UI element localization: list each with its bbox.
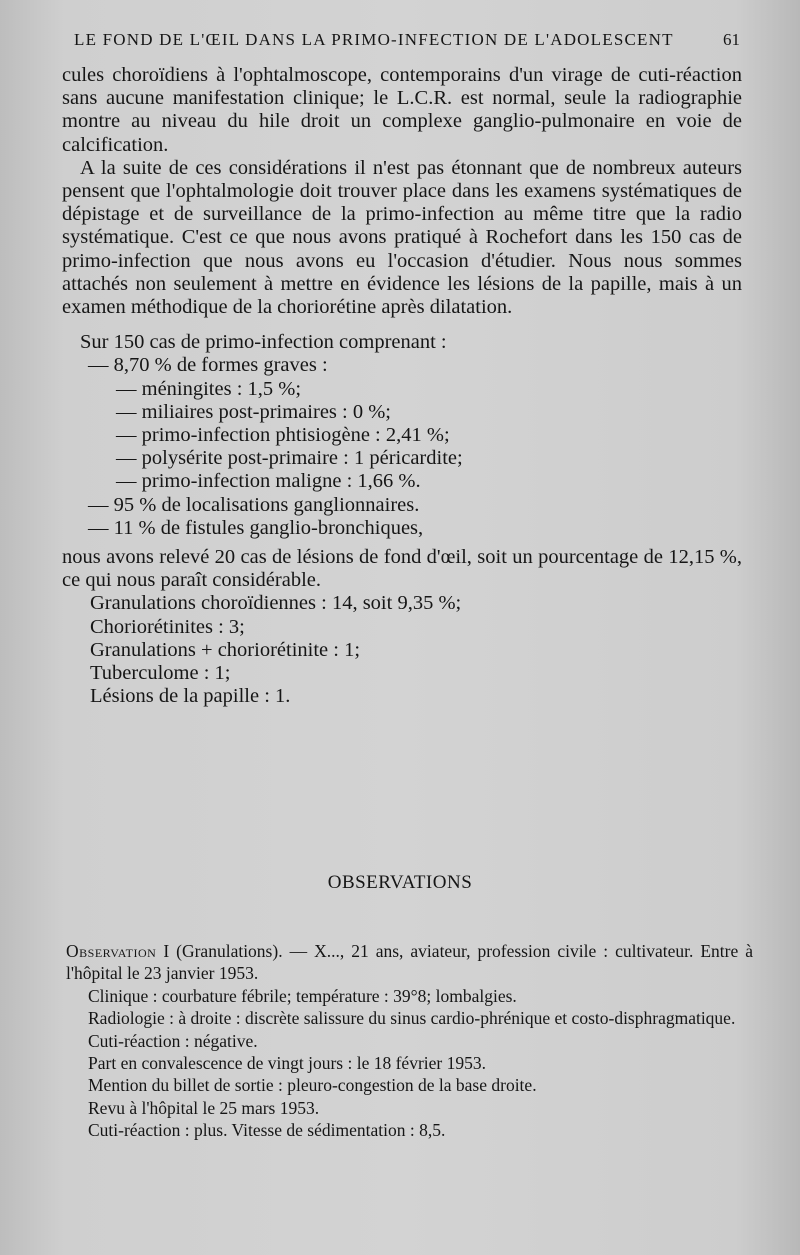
list-item: Choriorétinites : 3;	[90, 615, 245, 638]
list-item: Granulations choroïdiennes : 14, soit 9,35 %;	[90, 592, 462, 615]
list-item: Granulations + choriorétinite : 1;	[90, 638, 361, 661]
list-item: Tuberculome : 1;	[90, 662, 231, 685]
list-item: — primo-infection phtisiogène : 2,41 %;	[116, 424, 450, 447]
observation-line: Part en convalescence de vingt jours : le 18 février 1953.	[88, 1053, 486, 1074]
page-number: 61	[723, 30, 740, 49]
list-item: Lésions de la papille : 1.	[90, 685, 291, 708]
paragraph-findings: nous avons relevé 20 cas de lésions de fond d'œil, soit un pourcentage de 12,15 %, ce qui nous paraît considérable.	[62, 546, 742, 592]
lesions-list	[62, 592, 742, 708]
list-item: — 11 % de fistules ganglio-bronchiques,	[88, 516, 424, 539]
list-item: — polysérite post-primaire : 1 péricardite;	[116, 447, 463, 470]
observation-line: Cuti-réaction : plus. Vitesse de sédimentation : 8,5.	[88, 1120, 446, 1141]
list-item: — primo-infection maligne : 1,66 %.	[116, 470, 421, 493]
observation-line: Radiologie : à droite : discrète salissure du sinus cardio-phrénique et costo-disphragmatique.	[88, 1008, 736, 1029]
observation-line: Cuti-réaction : négative.	[88, 1030, 258, 1051]
list-item: — miliaires post-primaires : 0 %;	[116, 400, 391, 423]
observation-line: Mention du billet de sortie : pleuro-congestion de la base droite.	[88, 1075, 537, 1096]
list-item-severe-forms: — 8,70 % de formes graves :	[88, 354, 328, 377]
observation-line: Clinique : courbature fébrile; température : 39°8; lombalgies.	[88, 985, 517, 1006]
observation-label: Observation	[66, 941, 157, 961]
paragraph-considerations: A la suite de ces considérations il n'est pas étonnant que de nombreux auteurs pensent que l'ophtalmologie doit trouver place dans les examens systématiques de dépistage et de surveillance de la primo-infection au même titre que la radio systématique. C'est ce que nous avons pratiqué à Rochefort dans les 150 cas de primo-infection que nous avons eu l'occasion d'étudier. Nous nous sommes attachés non seulement à mettre en évidence les lésions de la papille, mais à un examen méthodique de la choriorétine après dilatation.	[62, 156, 742, 319]
paragraph-cases-intro: Sur 150 cas de primo-infection comprenant :	[80, 331, 447, 354]
section-heading: OBSERVATIONS	[327, 872, 473, 893]
paragraph-continuation: cules choroïdiens à l'ophtalmoscope, contemporains d'un virage de cuti-réaction sans aucune manifestation clinique; le L.C.R. est normal, seule la radiographie montre au niveau du hile droit un complexe ganglio-pulmonaire en voie de calcification.	[62, 64, 742, 156]
running-header	[74, 30, 740, 50]
main-text	[62, 64, 742, 708]
running-title: LE FOND DE L'ŒIL DANS LA PRIMO-INFECTION DE L'ADOLESCENT	[74, 30, 674, 49]
list-item: — 95 % de localisations ganglionnaires.	[88, 493, 420, 516]
forms-list	[62, 354, 742, 540]
list-item: — méningites : 1,5 %;	[116, 377, 302, 400]
observation-lead	[66, 940, 753, 985]
observation-1	[66, 940, 753, 1142]
observation-lead-text: I (Granulations). — X..., 21 ans, aviateur, profession civile : cultivateur. Entre à l'hôpital le 23 janvier 1953.	[66, 941, 753, 984]
observation-line: Revu à l'hôpital le 25 mars 1953.	[88, 1097, 320, 1118]
